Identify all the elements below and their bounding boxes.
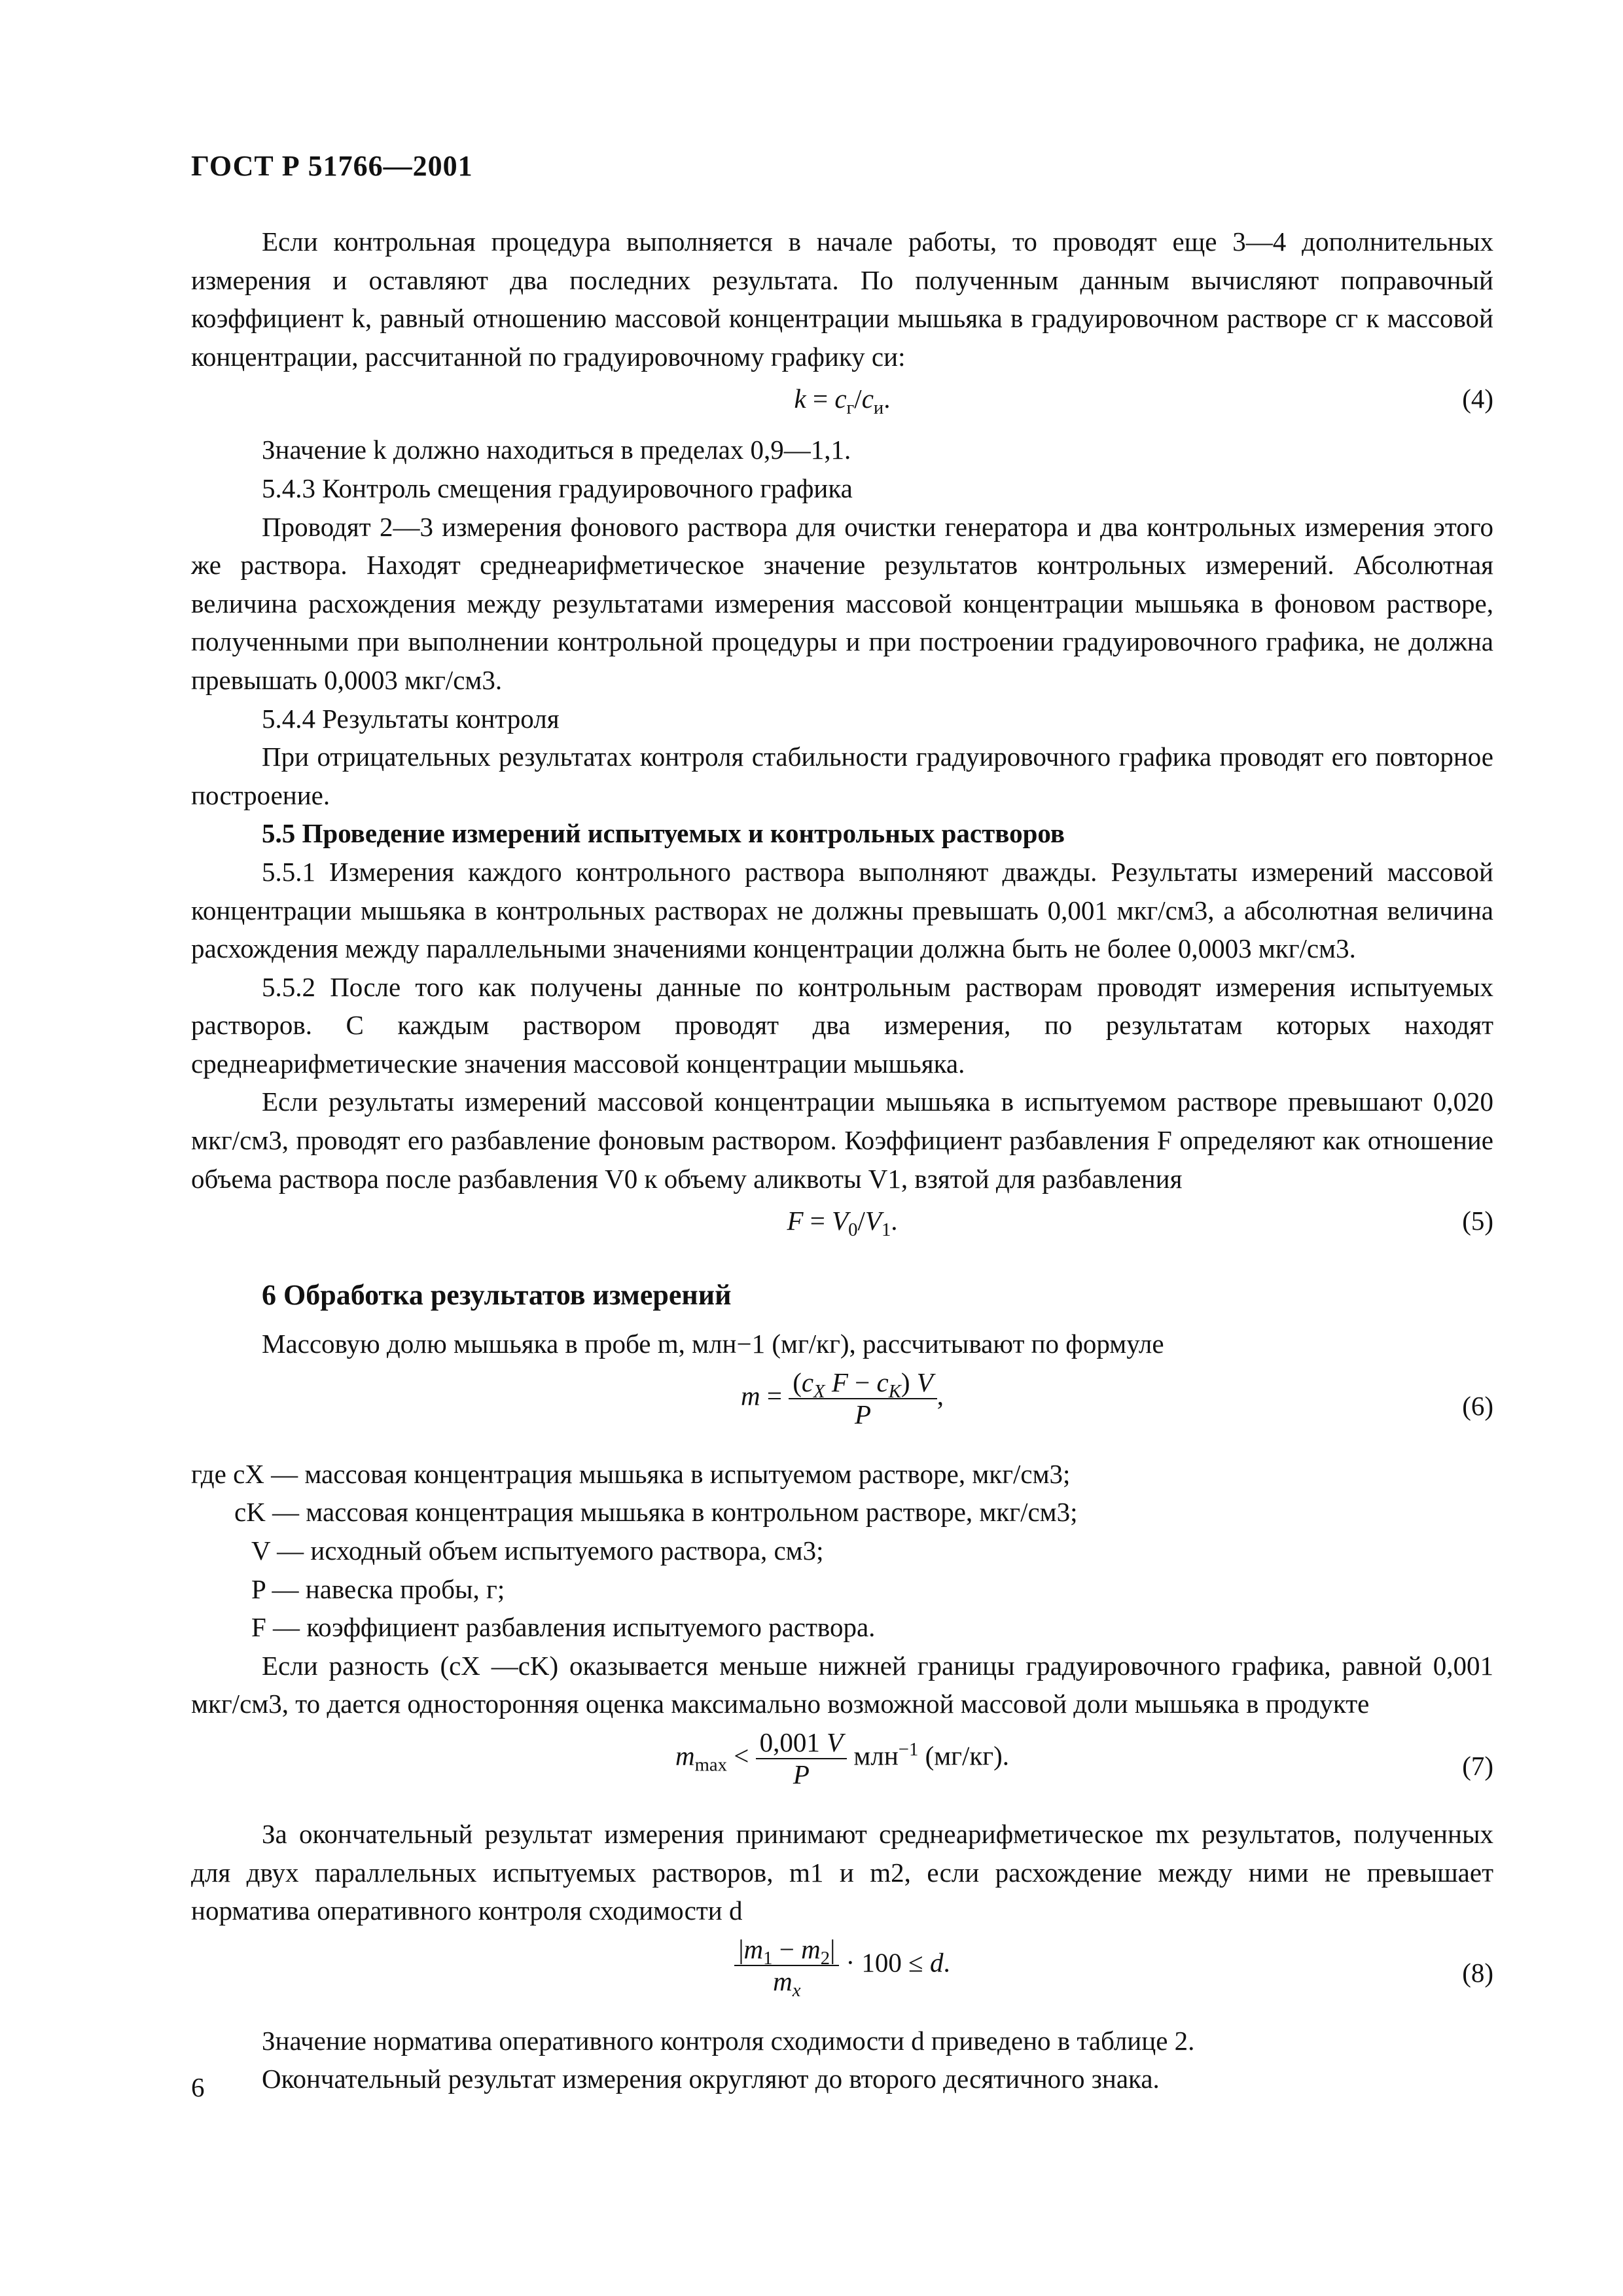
paragraph: Если контрольная процедура выполняется в начале работы, то проводят еще 3—4 дополнительных измерения и оставляют два последних результата. По полученным данным вычисляют поправочный коэффициент k, равный отношению массовой концентрации мышьяка в градуировочном растворе cг к массовой концентрации, рассчитанной по градуировочному графику cи: [191, 226, 1493, 372]
formula-expression: m = $\frac{(c_X F - c_K) V}{P}$ , [740, 1367, 944, 1429]
document-header: ГОСТ Р 51766—2001 [191, 150, 473, 182]
paragraph: Проводят 2—3 измерения фонового раствора для очистки генератора и два контрольных измерения этого же раствора. Находят среднеарифметическое значение результатов контрольных измерений. Абсолютная величина расхождения между результатами измерения массовой концентрации мышьяка в фоновом растворе, полученными при выполнении контрольной процедуры и при построении градуировочного графика, не должна превышать 0,0003 мкг/см3. [191, 511, 1493, 695]
paragraph: Если разность (cX —cK) оказывается меньше нижней границы градуировочного графика, равной 0,001 мкг/см3, то дается односторонняя оценка максимально возможной массовой доли мышьяка в продукте [191, 1650, 1493, 1719]
formula-expression: $k = c_г/c_и$. [794, 384, 891, 419]
formula-number: (4) [1462, 384, 1493, 414]
formula-5 [191, 1198, 1493, 1253]
paragraph: Значение норматива оперативного контроля сходимости d приведено в таблице 2. [262, 2025, 1195, 2056]
paragraph: Значение k должно находиться в пределах 0,9—1,1. [262, 435, 851, 465]
formula-8 [191, 1930, 1493, 2022]
list-item: где cX — массовая концентрация мышьяка в испытуемом растворе, мкг/см3; [191, 1458, 1071, 1489]
list-item: F — коэффициент разбавления испытуемого раствора. [251, 1612, 876, 1643]
paragraph: Окончательный результат измерения округляют до второго десятичного знака. [262, 2064, 1160, 2094]
formula-expression: $F = V_0/V_1$. [787, 1206, 898, 1241]
formula-expression: $m_{max}$ < $\frac{0,001 V}{P}$ млн$^{-1}$ (мг/кг). [675, 1727, 1010, 1790]
paragraph: При отрицательных результатах контроля стабильности градуировочного графика проводят его повторное построение. [191, 742, 1493, 810]
section-title: 6 Обработка результатов измерений [262, 1279, 732, 1312]
formula-expression: $\frac{|m_1 - m_2|}{m_x}$ · 100 ≤ d. [191, 1934, 1493, 1997]
page-content [191, 223, 1493, 2098]
subsection-title: 5.4.4 Результаты контроля [262, 703, 560, 734]
variable-list [191, 1455, 1493, 1647]
formula-6 [191, 1363, 1493, 1455]
list-item: cK — массовая концентрация мышьяка в контрольном растворе, мкг/см3; [234, 1497, 1078, 1528]
formula-4 [191, 376, 1493, 431]
paragraph: Массовую долю мышьяка в пробе m, млн−1 (мг/кг), рассчитывают по формуле [262, 1329, 1164, 1359]
paragraph: 5.5.1 Измерения каждого контрольного раствора выполняют дважды. Результаты измерений массовой концентрации мышьяка в контрольных растворах не должны превышать 0,001 мкг/см3, а абсолютная величина расхождения между параллельными значениями концентрации должна быть не более 0,0003 мкг/см3. [191, 856, 1493, 964]
formula-7 [191, 1723, 1493, 1815]
formula-number: (7) [1462, 1751, 1493, 1781]
paragraph: Если результаты измерений массовой концентрации мышьяка в испытуемом растворе превышают 0,020 мкг/см3, проводят его разбавление фоновым раствором. Коэффициент разбавления F определяют как отношение объема раствора после разбавления V0 к объему аликвоты V1, взятой для разбавления [191, 1086, 1493, 1194]
paragraph: 5.5.2 После того как получены данные по контрольным растворам проводят измерения испытуемых растворов. С каждым раствором проводят два измерения, по результатам которых находят среднеарифметические значения массовой концентрации мышьяка. [191, 971, 1493, 1079]
paragraph: За окончательный результат измерения принимают среднеарифметическое mx результатов, полученных для двух параллельных испытуемых растворов, m1 и m2, если расхождение между ними не превышает норматива оперативного контроля сходимости d [191, 1819, 1493, 1926]
subsection-title: 5.4.3 Контроль смещения градуировочного графика [262, 473, 853, 503]
formula-number: (5) [1462, 1206, 1493, 1236]
formula-number: (6) [1462, 1390, 1493, 1421]
section-heading [191, 1253, 1493, 1325]
list-item: V — исходный объем испытуемого раствора, см3; [251, 1535, 824, 1566]
list-item: P — навеска пробы, г; [251, 1573, 505, 1604]
subsection-title: 5.5 Проведение измерений испытуемых и контрольных растворов [262, 818, 1065, 849]
formula-number: (8) [1462, 1957, 1493, 1988]
page-number: 6 [191, 2072, 205, 2102]
